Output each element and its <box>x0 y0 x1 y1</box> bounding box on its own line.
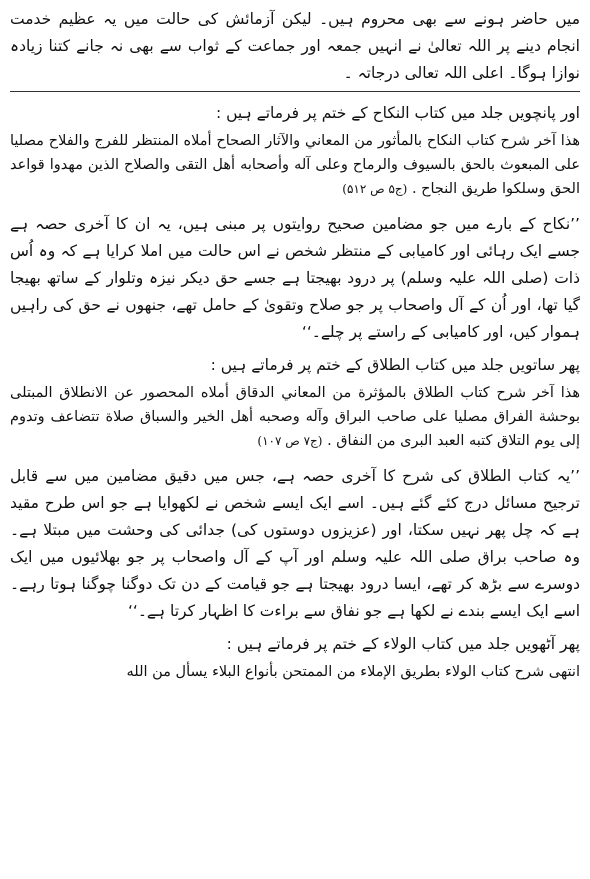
urdu-translation-nikah: ’’نکاح کے بارے میں جو مضامین صحیح روایتوں پر مبنی ہیں، یہ ان کا آخری حصہ ہے جسے ایک رہائی اور کامیابی کے منتظر شخص نے اس حالت میں املا کرایا ہے کہ وہ اُس ذات (صلی اللہ علیہ وسلم) پر درود بھیجتا ہے جسے حق دیکر نیزہ وتلوار کے ساتھ بھیجا گیا تھا، اور اُن کے آل واصحاب پر جو صلاح وتقویٰ کے حامل تھے، جنھوں نے حق کی راہیں ہموار کیں، اور کامیابی کے راستے پر چلے۔‘‘ <box>10 215 580 341</box>
arabic-quote-wala: انتهى شرح كتاب الولاء بطريق الإملاء من الممتحن بأنواع البلاء يسأل من الله <box>126 664 580 680</box>
arabic-quote-text: هذا آخر شرح كتاب النكاح بالمأثور من المعاني والآثار الصحاح أملاه المنتظر للفرج والفلاح مصليا على المبعوث بالحق بالسيوف والرماح وعلى آله وأصحابه أهل التقى والصلاح الذين مهدوا قواعد الحق وسلكوا طريق النجاح . <box>10 133 580 197</box>
volume-page-reference: (ج۷ ص ۱۰۷) <box>257 434 323 448</box>
arabic-quote-nikah <box>10 129 580 201</box>
section-heading-talaq: پھر ساتویں جلد میں کتاب الطلاق کے ختم پر فرماتے ہیں : <box>210 356 580 374</box>
separator <box>10 91 580 92</box>
arabic-quote-text: هذا آخر شرح كتاب الطلاق بالمؤثرة من المعاني الدقاق أملاه المحصور عن الانطلاق المبتلى بوحشة الفراق مصليا على صاحب البراق وآله وصحبه أهل الخير والسباق صلاة تتضاعف وتدوم إلى يوم التلاق كتبه العبد البرى من النفاق . <box>10 385 580 449</box>
urdu-translation-talaq: ’’یہ کتاب الطلاق کی شرح کا آخری حصہ ہے، جس میں دقیق مضامین میں سے قابل ترجیح مسائل درج کئے گئے ہیں۔ اسے ایک ایسے شخص نے لکھوایا ہے جو اس طرح مقید ہے کہ چل پھر نہیں سکتا، اور (عزیزوں دوستوں کی) جدائی کی وحشت میں مبتلا ہے۔ وہ صاحب براق صلی اللہ علیہ وسلم اور آپ کے آل واصحاب پر جو بھلائیوں میں ایک دوسرے سے بڑھ کر تھے، ایسا درود بھیجتا ہے جو قیامت کے دن تک دوگنا چوگنا ہوتا رہے۔ اسے ایک ایسے بندے نے لکھا ہے جو نفاق سے براءت کا اظہار کرتا ہے۔‘‘ <box>10 467 580 620</box>
volume-page-reference: (ج۵ ص ۵۱۲) <box>342 182 408 196</box>
intro-paragraph: میں حاضر ہونے سے بھی محروم ہیں۔ لیکن آزمائش کی حالت میں یہ عظیم خدمت انجام دینے پر اللہ تعالیٰ نے انہیں جمعہ اور جماعت کے ثواب سے بھی نہ جانے کتنا زیادہ نوازا ہوگا۔ اعلی اللہ تعالی درجاتہ ۔ <box>10 10 580 82</box>
section-heading-wala: پھر آٹھویں جلد میں کتاب الولاء کے ختم پر فرماتے ہیں : <box>226 635 580 653</box>
arabic-quote-talaq <box>10 381 580 453</box>
section-heading-nikah: اور پانچویں جلد میں کتاب النکاح کے ختم پر فرماتے ہیں : <box>215 104 580 122</box>
